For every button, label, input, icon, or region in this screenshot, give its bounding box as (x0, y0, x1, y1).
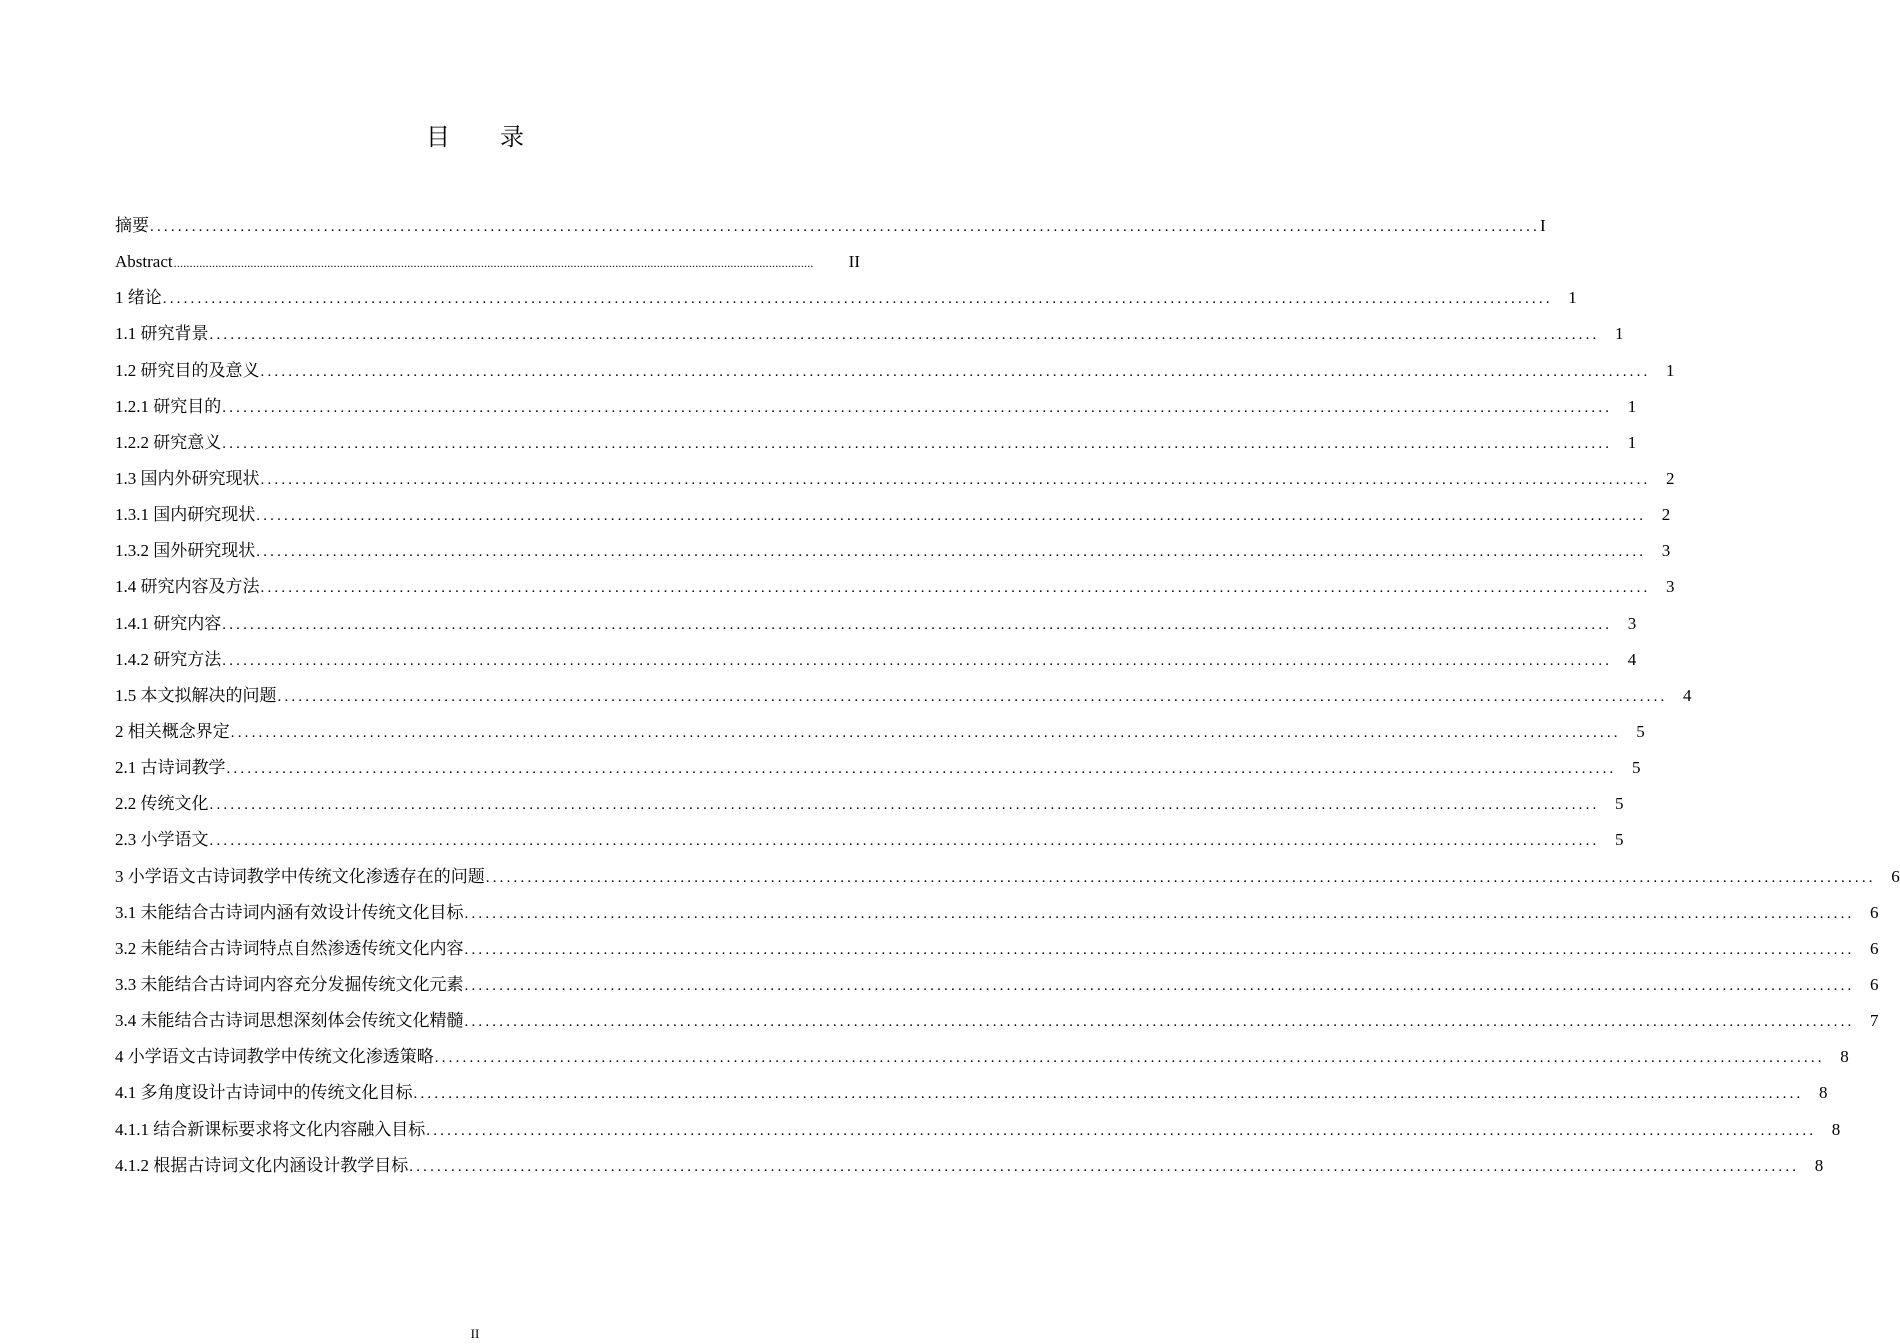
toc-leader-dots: ........................................................................................................................................................................................................ (485, 869, 1876, 886)
toc-entry-label: 4.1.1 结合新课标要求将文化内容融入目标 (115, 1119, 426, 1139)
toc-entry-page: 3 (1666, 577, 1675, 597)
toc-entry-label: 2.2 传统文化 (115, 794, 209, 814)
toc-entry[interactable] (115, 497, 1671, 533)
toc-entry-page: 6 (1870, 974, 1879, 994)
toc-leader-dots: ........................................................................................................................................................................................................ (464, 941, 1855, 958)
toc-entry-label: 4.1.2 根据古诗词文化内涵设计教学目标 (115, 1155, 409, 1175)
toc-entry[interactable] (115, 316, 1624, 352)
toc-entry-label: 1.2.2 研究意义 (115, 432, 222, 452)
toc-entry[interactable] (115, 533, 1671, 569)
toc-entry[interactable] (115, 244, 860, 280)
toc-leader-dots: ........................................................................................................................................................................................................ (464, 1014, 1855, 1031)
toc-entry[interactable] (115, 389, 1637, 425)
toc-entry[interactable] (115, 461, 1675, 497)
toc-entry-page: II (848, 252, 860, 272)
toc-leader-dots: ........................................................................................................................................................................................................ (173, 256, 814, 271)
toc-entry-label: 3 小学语文古诗词教学中传统文化渗透存在的问题 (115, 866, 485, 886)
toc-entry[interactable] (115, 208, 1546, 244)
toc-entry[interactable] (115, 425, 1637, 461)
toc-entry-page: 5 (1632, 758, 1641, 778)
toc-entry-label: 3.3 未能结合古诗词内容充分发掘传统文化元素 (115, 974, 464, 994)
toc-entry-label: 1.3 国内外研究现状 (115, 468, 260, 488)
toc-entry[interactable] (115, 1112, 1841, 1148)
toc-entry-page: 3 (1661, 541, 1671, 561)
toc-entry-label: 3.2 未能结合古诗词特点自然渗透传统文化内容 (115, 938, 464, 958)
toc-entry[interactable] (115, 606, 1637, 642)
toc-entry-page: 1 (1666, 360, 1675, 380)
toc-entry-page: 1 (1627, 432, 1637, 452)
toc-entry-label: 1.4 研究内容及方法 (115, 577, 260, 597)
toc-entry[interactable] (115, 895, 1879, 931)
toc-entry-page: 7 (1870, 1011, 1879, 1031)
toc-entry-label: 1.3.1 国内研究现状 (115, 505, 256, 525)
toc-entry-label: 2.1 古诗词教学 (115, 758, 226, 778)
toc-leader-dots: ........................................................................................................................................................................................................ (222, 399, 1613, 416)
toc-entry-page: 1 (1627, 396, 1637, 416)
toc-leader-dots: ........................................................................................................................................................................................................ (209, 797, 1600, 814)
toc-leader-dots: ........................................................................................................................................................................................................ (209, 833, 1600, 850)
toc-entry-page: 5 (1615, 830, 1624, 850)
toc-entry-label: 3.4 未能结合古诗词思想深刻体会传统文化精髓 (115, 1011, 464, 1031)
toc-entry-label: 4 小学语文古诗词教学中传统文化渗透策略 (115, 1047, 434, 1067)
toc-entry-page: 8 (1831, 1119, 1841, 1139)
toc-entry-label: 1.1 研究背景 (115, 324, 209, 344)
toc-entry[interactable] (115, 1075, 1828, 1111)
toc-entry-label: 1.2 研究目的及意义 (115, 360, 260, 380)
table-of-contents (115, 208, 1900, 1184)
toc-entry[interactable] (115, 786, 1624, 822)
toc-entry-page: 8 (1819, 1083, 1828, 1103)
toc-entry-page: 6 (1891, 866, 1900, 886)
toc-entry-label: 摘要 (115, 216, 149, 235)
toc-entry[interactable] (115, 822, 1624, 858)
toc-entry-page: 3 (1627, 613, 1637, 633)
toc-entry[interactable] (115, 931, 1879, 967)
toc-entry[interactable] (115, 353, 1675, 389)
toc-entry-label: 1.5 本文拟解决的问题 (115, 685, 277, 705)
toc-entry[interactable] (115, 678, 1692, 714)
toc-entry-page: 4 (1627, 649, 1637, 669)
toc-leader-dots: ........................................................................................................................................................................................................ (222, 652, 1613, 669)
toc-title: 目 录 (426, 125, 546, 151)
toc-entry-page: 5 (1615, 794, 1624, 814)
toc-leader-dots: ........................................................................................................................................................................................................ (222, 435, 1613, 452)
toc-entry-page: 1 (1568, 288, 1577, 308)
toc-entry-page: 2 (1666, 468, 1675, 488)
toc-entry-page: 5 (1636, 721, 1645, 741)
toc-leader-dots: ........................................................................................................................................................................................................ (230, 724, 1621, 741)
toc-leader-dots: ........................................................................................................................................................................................................ (409, 1158, 1800, 1175)
toc-entry-label: 1.4.2 研究方法 (115, 649, 222, 669)
toc-leader-dots: ........................................................................................................................................................................................................ (464, 905, 1855, 922)
toc-leader-dots: ........................................................................................................................................................................................................ (256, 508, 1647, 525)
toc-leader-dots: ........................................................................................................................................................................................................ (434, 1050, 1825, 1067)
toc-entry[interactable] (115, 1003, 1879, 1039)
toc-entry[interactable] (115, 1148, 1824, 1184)
toc-leader-dots: ........................................................................................................................................................................................................ (277, 688, 1668, 705)
toc-entry-label: 1.3.2 国外研究现状 (115, 541, 256, 561)
page-number: II (470, 1326, 480, 1341)
toc-entry[interactable] (115, 967, 1879, 1003)
toc-entry-label: 2 相关概念界定 (115, 721, 230, 741)
toc-leader-dots: ........................................................................................................................................................................................................ (426, 1122, 1817, 1139)
toc-entry[interactable] (115, 714, 1645, 750)
toc-entry[interactable] (115, 1039, 1849, 1075)
toc-entry-label: 1 绪论 (115, 288, 162, 308)
toc-leader-dots: ........................................................................................................................................................................................................ (226, 761, 1617, 778)
toc-entry[interactable] (115, 569, 1675, 605)
toc-entry-label: 3.1 未能结合古诗词内涵有效设计传统文化目标 (115, 902, 464, 922)
toc-entry[interactable] (115, 750, 1641, 786)
toc-entry-label: 4.1 多角度设计古诗词中的传统文化目标 (115, 1083, 413, 1103)
toc-leader-dots: ........................................................................................................................................................................................................ (209, 327, 1600, 344)
toc-entry[interactable] (115, 280, 1577, 316)
toc-leader-dots: ........................................................................................................................................................................................................ (260, 471, 1651, 488)
toc-entry-page: 6 (1870, 902, 1879, 922)
toc-entry-label: 1.2.1 研究目的 (115, 396, 222, 416)
toc-entry-page: 2 (1661, 505, 1671, 525)
toc-entry-label: 2.3 小学语文 (115, 830, 209, 850)
toc-entry-page: 6 (1870, 938, 1879, 958)
toc-entry-label: Abstract (115, 252, 173, 272)
toc-leader-dots: ........................................................................................................................................................................................................ (256, 544, 1647, 561)
toc-entry-page: 8 (1814, 1155, 1824, 1175)
toc-entry-page: I (1540, 216, 1546, 235)
toc-entry-page: 4 (1683, 685, 1692, 705)
toc-entry-label: 1.4.1 研究内容 (115, 613, 222, 633)
toc-leader-dots: ........................................................................................................................................................................................................ (413, 1086, 1804, 1103)
toc-leader-dots: ........................................................................................................................................................................................................ (260, 363, 1651, 380)
toc-leader-dots: ........................................................................................................................................................................................................ (260, 580, 1651, 597)
toc-entry[interactable] (115, 859, 1900, 895)
toc-entry[interactable] (115, 642, 1637, 678)
toc-leader-dots: ........................................................................................................................................................................................................ (222, 616, 1613, 633)
toc-leader-dots: ........................................................................................................................................................................................................ (464, 977, 1855, 994)
toc-leader-dots: ........................................................................................................................................................................................................ (150, 219, 1540, 235)
toc-leader-dots: ........................................................................................................................................................................................................ (162, 291, 1553, 308)
toc-entry-page: 1 (1615, 324, 1624, 344)
toc-entry-page: 8 (1840, 1047, 1849, 1067)
